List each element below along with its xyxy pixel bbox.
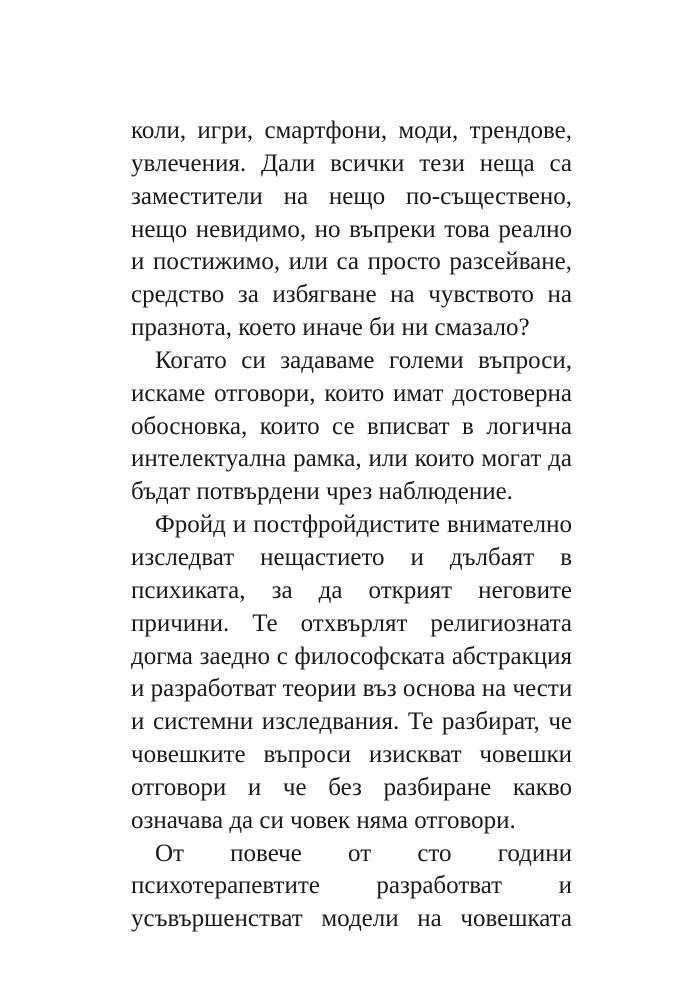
- paragraph: [131, 113, 572, 343]
- paragraph: [131, 343, 572, 507]
- paragraph: [131, 507, 572, 835]
- text-line: заместители на нещо по-съществено,: [131, 182, 572, 210]
- text-line: психиката, за да открият неговите: [131, 576, 572, 604]
- text-line: средство за избягване на чувството на: [131, 281, 572, 309]
- text-line: отговори и че без разбиране какво: [131, 773, 572, 801]
- text-line: изследват нещастието и дълбаят в: [131, 543, 572, 571]
- text-line: означава да си човек няма отговори.: [131, 806, 516, 834]
- text-line: интелектуална рамка, или които могат да: [131, 445, 572, 473]
- text-line: празнота, което иначе би ни смазало?: [131, 314, 530, 342]
- text-line: искаме отговори, които имат достоверна: [131, 379, 572, 407]
- paragraph: [131, 836, 572, 935]
- text-line: нещо невидимо, но въпреки това реално: [131, 215, 572, 243]
- text-line: Фройд и постфройдистите внимателно: [155, 511, 572, 539]
- text-line: Когато си задаваме големи въпроси,: [155, 346, 572, 374]
- text-line: коли, игри, смартфони, моди, трендове,: [131, 117, 572, 144]
- text-line: човешките въпроси изискват човешки: [131, 741, 572, 769]
- text-line: и постижимо, или са просто разсейване,: [131, 248, 572, 276]
- text-line: и разработват теории въз основа на чести: [131, 675, 573, 703]
- text-line: От повече от сто години: [155, 839, 572, 867]
- text-line: и системни изследвания. Те разбират, че: [131, 708, 572, 736]
- body-text: [131, 113, 572, 934]
- text-line: догма заедно с философската абстракция: [131, 642, 572, 670]
- text-line: причини. Те отхвърлят религиозната: [131, 609, 572, 637]
- text-line: усъвършенстват модели на човешката: [131, 905, 572, 933]
- text-line: психотерапевтите разработват и: [131, 872, 572, 900]
- text-line: бъдат потвърдени чрез наблюдение.: [131, 478, 513, 506]
- text-line: обосновка, които се вписват в логична: [131, 412, 572, 440]
- text-line: увлечения. Дали всички тези неща са: [131, 149, 572, 177]
